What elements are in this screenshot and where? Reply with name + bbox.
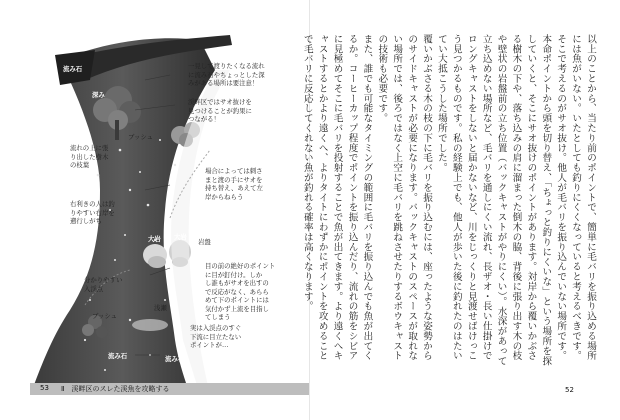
river-illustration: [0, 0, 310, 400]
map-note-tree: 渓畔区ではサオ抜けを 見つけることが釣果に つながる！: [188, 98, 252, 123]
paragraph: 以上のことから、当たり前のポイントで、簡単に毛バリを振り込める場所には魚がいない。いたとしても釣りにくくなっていると考えるべきです。: [570, 34, 596, 361]
map-label-rock-bottom-left: 流み石: [108, 352, 128, 360]
left-page-number: 53: [40, 384, 49, 392]
map-label-rock-a: 大岩: [148, 235, 161, 243]
map-note-bottom-right: 目の前の絶好のポイント に目が釘付け。しか し誰もがサオを出すの で反応がなく、あらら めて下のポイントには 気付かず上流を目指し てしまう: [205, 262, 276, 321]
map-label-flow: 岩盤: [198, 238, 211, 246]
body-text: [301, 34, 597, 366]
shallow-area: [132, 319, 168, 331]
paragraph: そこで考えるのがサオ抜け。他人が毛バリを振り込んでいない場所です。本命ポイントから頭を切り替え、「ちょっと釣りにくいな」という場所を探していくと、そこにサオ抜けのポイントがあります。対岸から覆いかぶさる樹木の下や、落ち込みの肩に溜まった倒木の脇、背後に張り出す木の枝や壁状の岩盤前の立ち位置（バックキャストがやりにくい）。水深があって立ち込めない場所など、毛バリを通しにくい流れ、長ザオ・長い仕掛けでロングキャストをしないと届かないなど、川をじっくりと見渡せばけっこう見つかるものです。私の経験上でも、他人が歩いた後に釣れたのはたいてい大抵こうした場所でした。: [435, 34, 567, 366]
map-note-entry: 分かりやすい 入渓点: [84, 276, 123, 293]
map-note-bottom: 実は入渓点のすぐ 下流に目立たない ポイントが…: [190, 324, 242, 349]
right-page-number: 52: [565, 386, 574, 394]
map-label-bush-1: ブッシュ: [128, 133, 153, 141]
map-note-left-mid: 右利きの人は釣 りやすい右岸を 遡行しがち: [70, 200, 115, 225]
map-note-left-top: 流れの上に張 り出した樹木 の枝葉: [70, 144, 109, 169]
map-note-top: 一見して渡りたくなる流れ に流み石やちょっとした深 みがある場所は要注意！: [188, 62, 265, 87]
map-label-rock-b: 大岩: [174, 233, 187, 241]
chapter-title: Ⅱ 渓畔区のスレた渓魚を攻略する: [61, 385, 170, 393]
left-footer-bar: [30, 383, 312, 395]
paragraph: また、誰でも可能なタイミングの範囲に毛バリを振り込んでも魚が出てくるか。コーヒーカップ程度でポイントを振り込んだり、流れの筋をシビアに見極めてそこに毛バリを投射することで魚が出てきます。より遠くへキャストするとかより遠くへ、よりタイトにわずかにポイントを攻めることで毛バリに反応してくれない魚が釣れる確率は高くなります。: [301, 34, 373, 361]
map-label-rock-bottom-right: 流み石: [165, 355, 185, 363]
map-label-shallow: 浅瀬: [154, 304, 167, 312]
paragraph: 覆いかぶさる木の枝の下に毛バリを振り込むには、座ったような姿勢からのサイドキャストが必要になります。バックキャストのスペースが取れない場所では、後ろではなく上空に毛バリを跳ねさせたりするボウキャストの技術も必要です。: [376, 34, 433, 361]
map-label-rock-top: 流み石: [63, 65, 83, 73]
map-label-fukami: 深み: [92, 91, 105, 99]
map-note-mid-right: 場合によっては刺さ まと渡の手にサオを 持ち替え、あえて左 岸からねらう: [205, 167, 263, 201]
right-page: [301, 0, 620, 420]
map-label-bush-2: ブッシュ: [92, 312, 117, 320]
